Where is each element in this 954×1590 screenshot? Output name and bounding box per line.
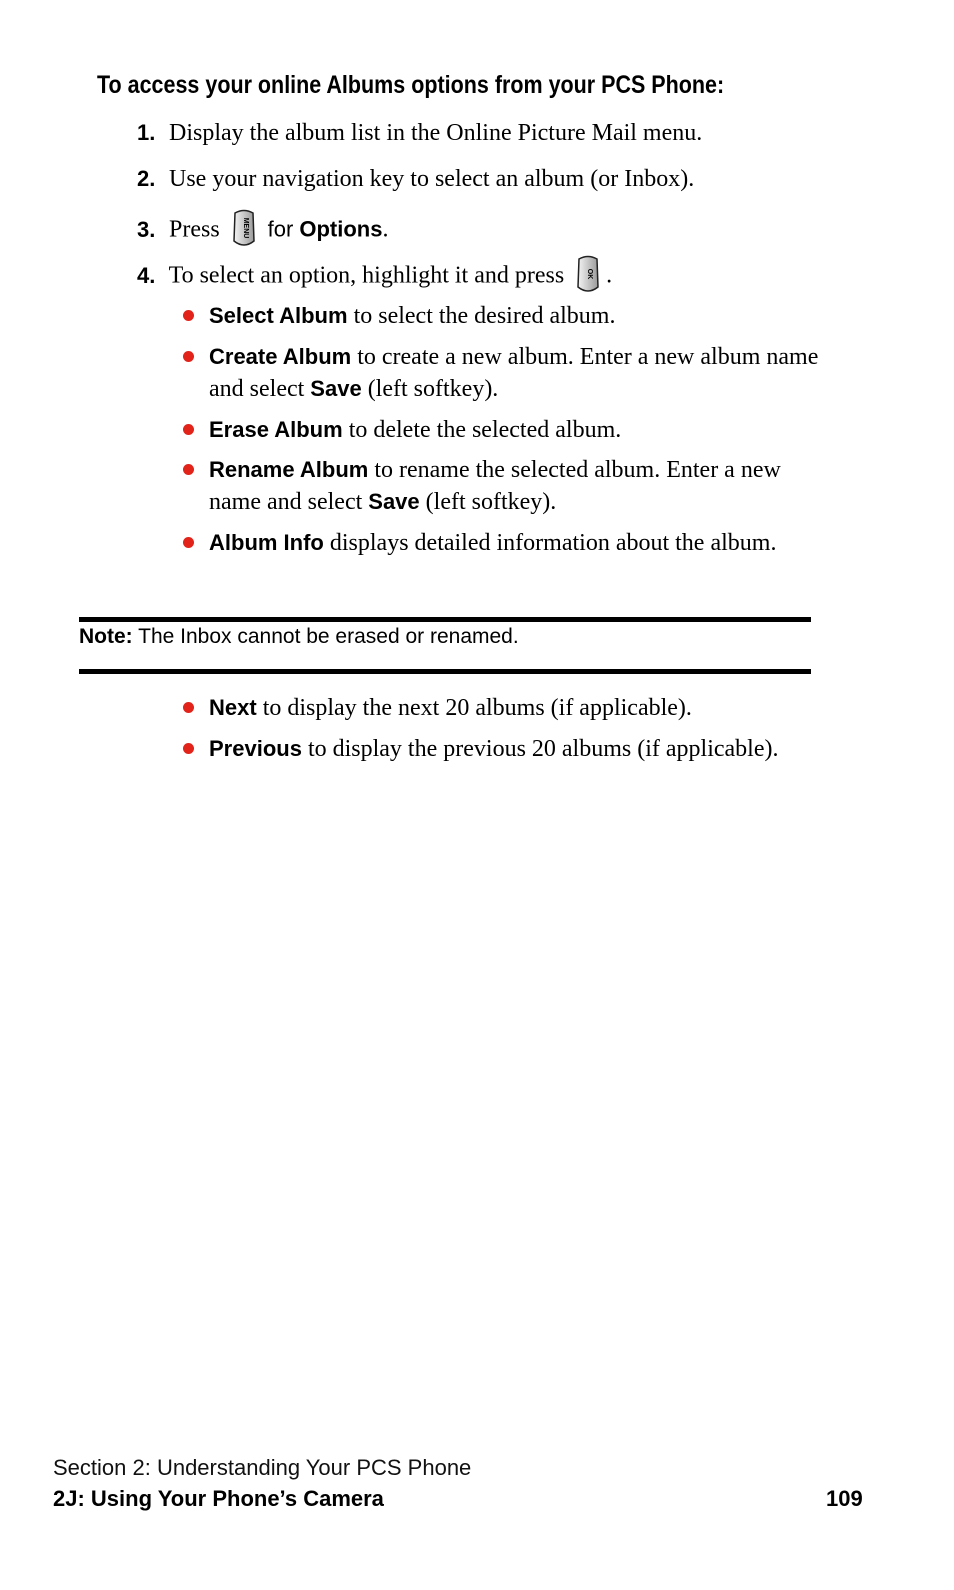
note-text: The Inbox cannot be erased or renamed. [132,625,519,648]
ok-key-icon [576,255,600,293]
option-rename-album [183,454,823,518]
step-text: for [267,216,294,242]
option-term: Previous [209,736,302,761]
option-text: to create a new album. Enter a new album name and select [209,344,819,402]
bullet-dot [183,743,194,754]
step-text: Press [169,216,220,243]
option-term: Erase Album [209,417,343,442]
option-text: to rename the selected album. Enter a new name and select [209,457,781,515]
options-term: Options [299,216,383,242]
option-text: displays detailed information about the album. [323,530,777,556]
bullet-dot [183,537,194,548]
step-4 [137,258,612,296]
bullet-dot [183,424,194,435]
option-next [183,692,823,724]
note-top-rule [79,617,811,622]
step-punct: . [606,262,613,289]
option-term: Create Album [209,344,352,369]
option-select-album [183,300,823,332]
step-number: 2. [137,166,156,191]
step-2 [137,166,694,193]
step-text: Display the album list in the Online Picture Mail menu. [169,120,703,146]
option-create-album [183,341,823,405]
note-box [79,625,519,649]
option-text: to display the next 20 albums (if applicable). [256,695,692,721]
option-text-tail: (left softkey). [361,376,499,402]
step-text: Use your navigation key to select an album (or Inbox). [169,166,695,192]
note-label: Note: [79,625,133,648]
step-punct: . [382,216,389,243]
option-term: Rename Album [209,457,369,482]
step-number: 1. [137,120,156,145]
bullet-dot [183,310,194,321]
step-number: 3. [137,216,156,242]
procedure-heading: To access your online Albums options from your PCS Phone: [97,71,725,99]
option-term: Next [209,695,257,720]
option-previous [183,733,823,765]
option-text-tail: (left softkey). [419,489,557,515]
key-label: OK [586,268,594,280]
page-number: 109 [826,1486,863,1511]
footer-chapter: 2J: Using Your Phone’s Camera [53,1486,384,1511]
save-term: Save [310,376,362,401]
bullet-dot [183,351,194,362]
save-term: Save [368,489,420,514]
option-term: Select Album [209,303,348,328]
footer-section: Section 2: Understanding Your PCS Phone [53,1455,472,1480]
key-label: MENU [241,217,249,239]
step-text: To select an option, highlight it and press [168,262,565,289]
option-erase-album [183,414,823,446]
option-album-info [183,527,823,559]
option-text: to delete the selected album. [342,417,622,443]
step-1 [137,120,702,147]
menu-key-icon [232,209,256,247]
step-3 [137,212,388,250]
option-text: to display the previous 20 albums (if applicable). [301,736,779,762]
bullet-dot [183,702,194,713]
option-term: Album Info [209,530,324,555]
note-bottom-rule [79,669,811,674]
bullet-dot [183,464,194,475]
option-text: to select the desired album. [347,303,616,329]
step-number: 4. [137,262,156,288]
